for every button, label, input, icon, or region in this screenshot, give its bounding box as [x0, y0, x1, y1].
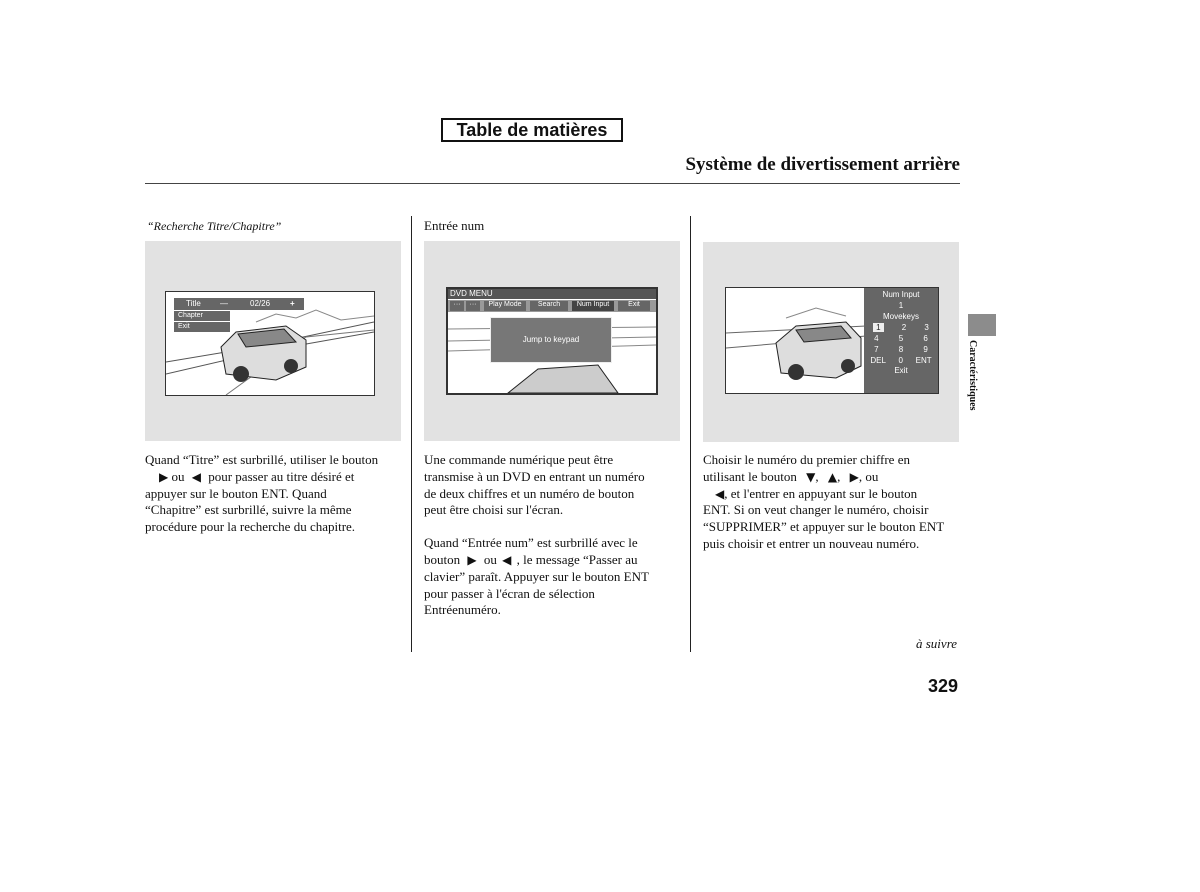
- left-arrow-icon: ◀: [191, 469, 201, 484]
- key-4[interactable]: 4: [874, 334, 879, 343]
- caption-title-chapter-search: “Recherche Titre/Chapitre”: [147, 219, 282, 233]
- key-5[interactable]: 5: [898, 334, 904, 343]
- dvd-menu-screen: [446, 287, 658, 395]
- play-mode-button[interactable]: Play Mode: [484, 301, 526, 311]
- dvd-menu-bar: DVD MENU: [448, 289, 658, 299]
- title-search-screen: [165, 291, 375, 396]
- key-6[interactable]: 6: [923, 334, 928, 343]
- page-number: 329: [928, 676, 959, 696]
- left-arrow-icon: ◀: [715, 486, 725, 501]
- caption-number-input: Entrée num: [424, 218, 485, 233]
- down-arrow-icon: ▼: [806, 469, 816, 484]
- exit-item[interactable]: Exit: [174, 322, 230, 332]
- keypad-panel: [864, 288, 938, 393]
- key-2[interactable]: 2: [901, 323, 907, 332]
- column-3-text: Choisir le numéro du premier chiffre en utilisant le bouton ▼, ▲, ▶, ou ◀, et l'entrer en appuyant sur le bouton ENT. Si on veut changer le numéro, choisir “SUPPRIMER” et appuyer sur le bouton ENT puis choisir et entrer un nouveau numéro.: [703, 452, 945, 551]
- figure-panel: [145, 241, 401, 441]
- continued-label: à suivre: [916, 636, 958, 651]
- up-arrow-icon: ▲: [827, 469, 838, 484]
- column-divider: [411, 216, 412, 652]
- key-9[interactable]: 9: [923, 345, 928, 354]
- left-arrow-icon: ◀: [502, 552, 512, 567]
- keypad-exit[interactable]: Exit: [894, 366, 908, 375]
- dvd-menu-buttons: [448, 300, 656, 312]
- section-title: Système de divertissement arrière: [685, 154, 960, 175]
- key-ent[interactable]: ENT: [915, 356, 932, 365]
- right-arrow-icon: ▶: [159, 469, 169, 484]
- key-7[interactable]: 7: [874, 345, 879, 354]
- keypad-row: [864, 356, 938, 365]
- exit-button[interactable]: Exit: [618, 301, 650, 311]
- right-arrow-icon: ▶: [467, 552, 477, 567]
- menu-button[interactable]: ···: [466, 301, 480, 311]
- column-divider: [690, 216, 691, 652]
- key-del[interactable]: DEL: [870, 356, 886, 365]
- num-input-screen: [725, 287, 939, 394]
- column-1-text: Quand “Titre” est surbrillé, utiliser le bouton ▶ ou ◀ pour passer au titre désiré et appuyer sur le bouton ENT. Quand “Chapitre” est surbrillé, suivre la même procédure pour la recherche du chapitre.: [145, 452, 379, 535]
- search-button[interactable]: Search: [530, 301, 568, 311]
- figure-panel: [703, 242, 959, 442]
- side-tab-label: Caractéristiques: [967, 340, 978, 411]
- title-row[interactable]: Title — 02/26 +: [174, 298, 304, 310]
- key-1[interactable]: 1: [873, 323, 883, 332]
- movekeys-label: Movekeys: [882, 312, 919, 321]
- keypad-row: [864, 345, 938, 354]
- keypad-row: [864, 323, 938, 332]
- table-of-contents-button[interactable]: Table de matières: [441, 118, 623, 142]
- keypad-title: Num Input: [882, 290, 920, 299]
- right-arrow-icon: ▶: [849, 469, 859, 484]
- num-input-button[interactable]: Num Input: [572, 301, 614, 311]
- chapter-item[interactable]: Chapter: [174, 311, 230, 321]
- keypad-row: [864, 334, 938, 343]
- menu-button[interactable]: ···: [450, 301, 464, 311]
- key-8[interactable]: 8: [898, 345, 904, 354]
- column-2-text: Une commande numérique peut être transmise à un DVD en entrant un numéro de deux chiffres et un numéro de bouton peut être choisi sur l'écran. Quand “Entrée num” est surbrillé avec le bouton ▶ ou ◀ , le message “Passer au clavier” paraît. Appuyer sur le bouton ENT pour passer à l'écran de sélection Entréenuméro.: [424, 452, 649, 618]
- jump-to-keypad-dialog: Jump to keypad: [490, 317, 612, 363]
- figure-panel: [424, 241, 680, 441]
- key-3[interactable]: 3: [924, 323, 929, 332]
- key-0[interactable]: 0: [898, 356, 903, 365]
- header-rule: [145, 183, 960, 184]
- section-tab[interactable]: [968, 314, 996, 336]
- keypad-display: 1: [898, 301, 904, 310]
